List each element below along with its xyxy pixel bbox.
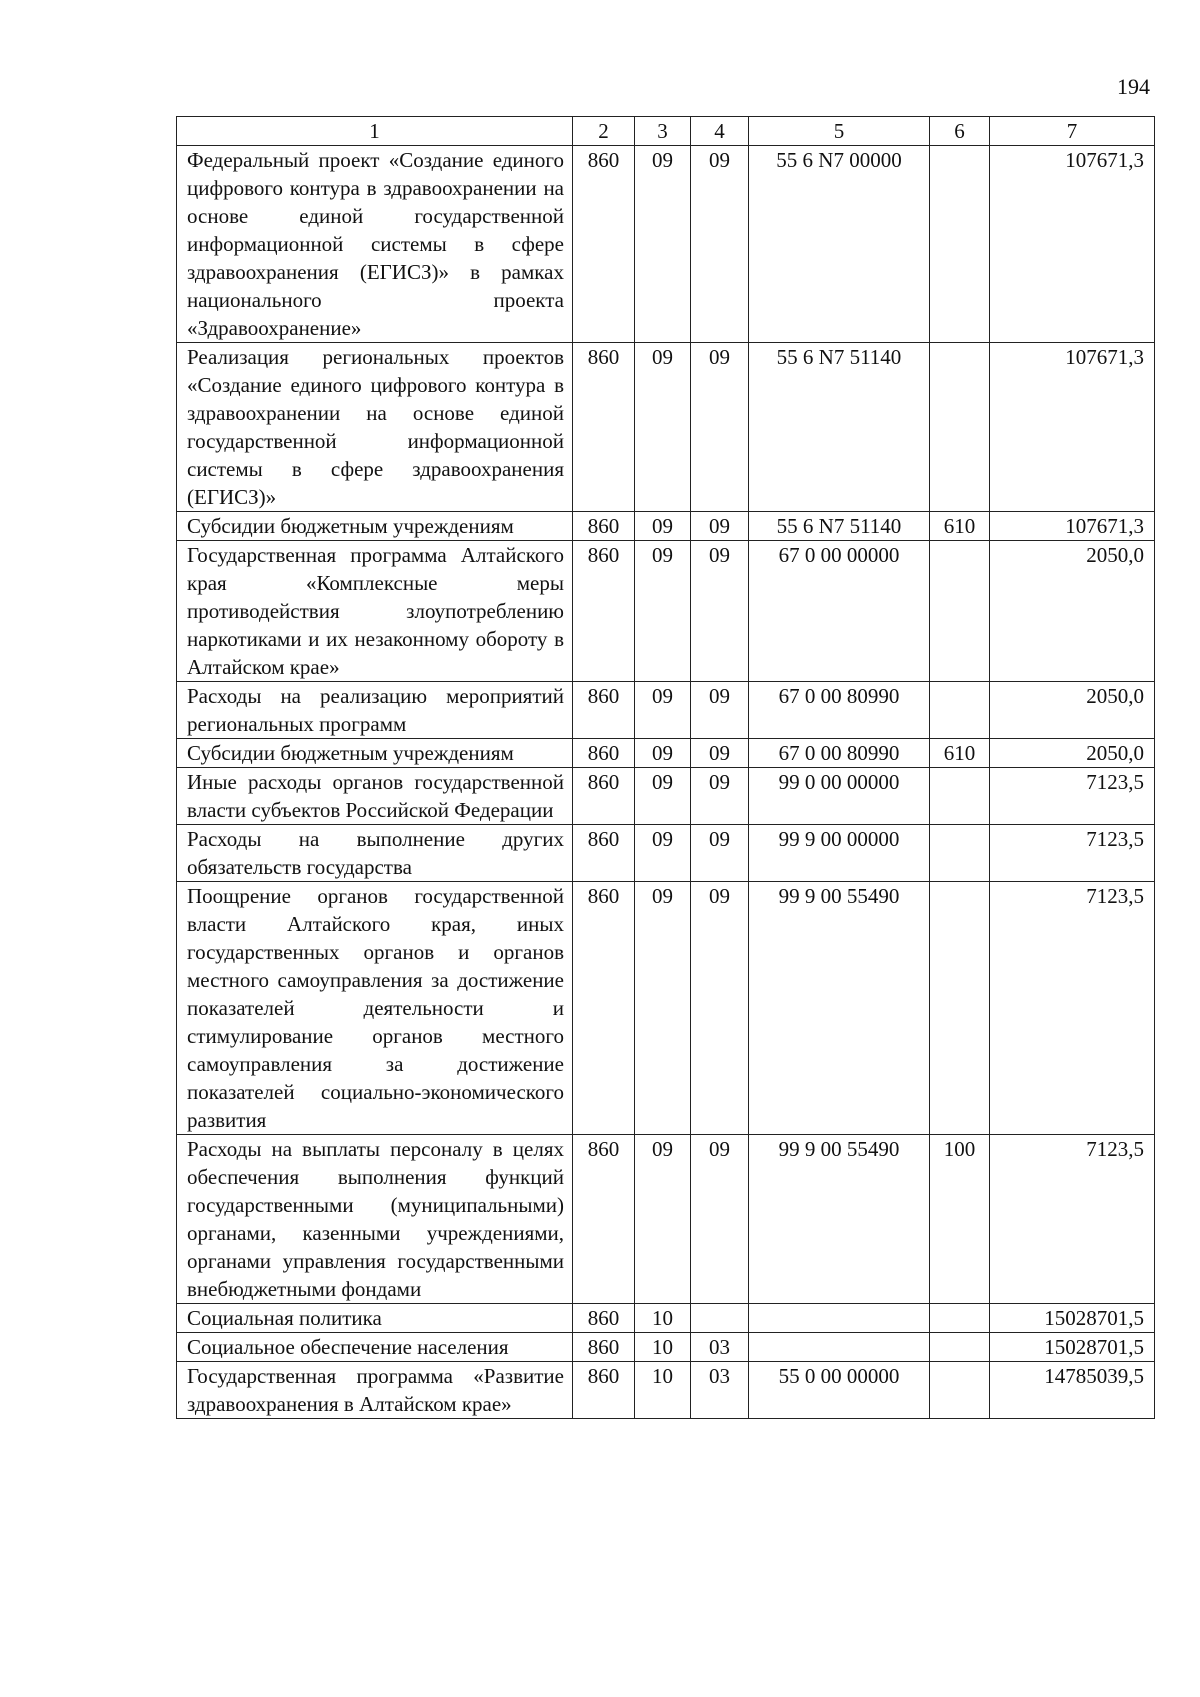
table-row: [177, 146, 1155, 343]
expense-type-cell: 610: [930, 512, 990, 541]
expense-type-cell: [930, 682, 990, 739]
subsection-code-cell: 09: [691, 541, 749, 682]
section-code-cell: 09: [635, 739, 691, 768]
table-row: [177, 882, 1155, 1135]
table-row: [177, 825, 1155, 882]
expense-type-cell: 610: [930, 739, 990, 768]
column-header: 5: [749, 117, 930, 146]
table-row: [177, 682, 1155, 739]
subsection-code-cell: 03: [691, 1333, 749, 1362]
amount-cell: 107671,3: [990, 512, 1155, 541]
amount-cell: 15028701,5: [990, 1333, 1155, 1362]
expense-name-cell: Расходы на реализацию мероприятий региональных программ: [177, 682, 573, 739]
column-header: 3: [635, 117, 691, 146]
target-article-cell: 55 6 N7 51140: [749, 512, 930, 541]
amount-cell: 2050,0: [990, 739, 1155, 768]
target-article-cell: 55 6 N7 00000: [749, 146, 930, 343]
target-article-cell: 55 6 N7 51140: [749, 343, 930, 512]
grbs-code-cell: 860: [573, 1362, 635, 1419]
target-article-cell: 67 0 00 80990: [749, 739, 930, 768]
target-article-cell: 67 0 00 00000: [749, 541, 930, 682]
target-article-cell: 99 9 00 55490: [749, 1135, 930, 1304]
amount-cell: 2050,0: [990, 682, 1155, 739]
section-code-cell: 09: [635, 768, 691, 825]
expense-name-cell: Расходы на выполнение других обязательств государства: [177, 825, 573, 882]
grbs-code-cell: 860: [573, 1135, 635, 1304]
target-article-cell: [749, 1333, 930, 1362]
column-header: 7: [990, 117, 1155, 146]
section-code-cell: 09: [635, 541, 691, 682]
target-article-cell: 55 0 00 00000: [749, 1362, 930, 1419]
grbs-code-cell: 860: [573, 882, 635, 1135]
subsection-code-cell: 03: [691, 1362, 749, 1419]
expense-type-cell: 100: [930, 1135, 990, 1304]
section-code-cell: 10: [635, 1362, 691, 1419]
grbs-code-cell: 860: [573, 1304, 635, 1333]
target-article-cell: [749, 1304, 930, 1333]
section-code-cell: 09: [635, 343, 691, 512]
expense-name-cell: Государственная программа Алтайского края «Комплексные меры противодействия злоупотреблению наркотиками и их незаконному обороту в Алтайском крае»: [177, 541, 573, 682]
column-header: 1: [177, 117, 573, 146]
section-code-cell: 09: [635, 1135, 691, 1304]
table-row: [177, 1333, 1155, 1362]
column-header: 4: [691, 117, 749, 146]
table-row: [177, 1304, 1155, 1333]
expense-name-cell: Социальная политика: [177, 1304, 573, 1333]
expense-type-cell: [930, 1333, 990, 1362]
table-row: [177, 343, 1155, 512]
expense-type-cell: [930, 343, 990, 512]
expense-type-cell: [930, 882, 990, 1135]
budget-table: [176, 116, 1155, 1419]
amount-cell: 7123,5: [990, 882, 1155, 1135]
amount-cell: 15028701,5: [990, 1304, 1155, 1333]
amount-cell: 14785039,5: [990, 1362, 1155, 1419]
grbs-code-cell: 860: [573, 768, 635, 825]
expense-name-cell: Реализация региональных проектов «Создание единого цифрового контура в здравоохранении на основе единой государственной информационной системы в сфере здравоохранения (ЕГИСЗ)»: [177, 343, 573, 512]
grbs-code-cell: 860: [573, 1333, 635, 1362]
amount-cell: 2050,0: [990, 541, 1155, 682]
amount-cell: 107671,3: [990, 343, 1155, 512]
table-row: [177, 512, 1155, 541]
expense-type-cell: [930, 1304, 990, 1333]
subsection-code-cell: 09: [691, 146, 749, 343]
expense-name-cell: Поощрение органов государственной власти Алтайского края, иных государственных органов и органов местного самоуправления за достижение показателей деятельности и стимулирование органов местного самоуправления за достижение показателей социально-экономического развития: [177, 882, 573, 1135]
table-row: [177, 768, 1155, 825]
subsection-code-cell: 09: [691, 882, 749, 1135]
page-number: 194: [1117, 74, 1150, 99]
grbs-code-cell: 860: [573, 682, 635, 739]
expense-name-cell: Государственная программа «Развитие здравоохранения в Алтайском крае»: [177, 1362, 573, 1419]
grbs-code-cell: 860: [573, 146, 635, 343]
amount-cell: 7123,5: [990, 1135, 1155, 1304]
table-row: [177, 1362, 1155, 1419]
grbs-code-cell: 860: [573, 343, 635, 512]
section-code-cell: 10: [635, 1304, 691, 1333]
expense-name-cell: Субсидии бюджетным учреждениям: [177, 512, 573, 541]
expense-type-cell: [930, 825, 990, 882]
expense-type-cell: [930, 541, 990, 682]
subsection-code-cell: 09: [691, 512, 749, 541]
column-header: 2: [573, 117, 635, 146]
table-row: [177, 541, 1155, 682]
expense-name-cell: Субсидии бюджетным учреждениям: [177, 739, 573, 768]
amount-cell: 107671,3: [990, 146, 1155, 343]
table-row: [177, 1135, 1155, 1304]
expense-type-cell: [930, 1362, 990, 1419]
amount-cell: 7123,5: [990, 825, 1155, 882]
expense-type-cell: [930, 146, 990, 343]
section-code-cell: 09: [635, 682, 691, 739]
subsection-code-cell: 09: [691, 768, 749, 825]
subsection-code-cell: 09: [691, 682, 749, 739]
grbs-code-cell: 860: [573, 541, 635, 682]
subsection-code-cell: [691, 1304, 749, 1333]
subsection-code-cell: 09: [691, 825, 749, 882]
section-code-cell: 09: [635, 512, 691, 541]
target-article-cell: 67 0 00 80990: [749, 682, 930, 739]
section-code-cell: 09: [635, 825, 691, 882]
subsection-code-cell: 09: [691, 739, 749, 768]
expense-name-cell: Расходы на выплаты персоналу в целях обеспечения выполнения функций государственными (муниципальными) органами, казенными учреждениями, органами управления государственными внебюджетными фондами: [177, 1135, 573, 1304]
amount-cell: 7123,5: [990, 768, 1155, 825]
target-article-cell: 99 9 00 00000: [749, 825, 930, 882]
column-header: 6: [930, 117, 990, 146]
section-code-cell: 09: [635, 882, 691, 1135]
expense-name-cell: Социальное обеспечение населения: [177, 1333, 573, 1362]
expense-name-cell: Иные расходы органов государственной власти субъектов Российской Федерации: [177, 768, 573, 825]
expense-type-cell: [930, 768, 990, 825]
grbs-code-cell: 860: [573, 512, 635, 541]
target-article-cell: 99 9 00 55490: [749, 882, 930, 1135]
table-row: [177, 739, 1155, 768]
subsection-code-cell: 09: [691, 1135, 749, 1304]
table-header-row: [177, 117, 1155, 146]
expense-name-cell: Федеральный проект «Создание единого цифрового контура в здравоохранении на основе единой государственной информационной системы в сфере здравоохранения (ЕГИСЗ)» в рамках национального проекта «Здравоохранение»: [177, 146, 573, 343]
grbs-code-cell: 860: [573, 825, 635, 882]
subsection-code-cell: 09: [691, 343, 749, 512]
section-code-cell: 09: [635, 146, 691, 343]
target-article-cell: 99 0 00 00000: [749, 768, 930, 825]
grbs-code-cell: 860: [573, 739, 635, 768]
section-code-cell: 10: [635, 1333, 691, 1362]
